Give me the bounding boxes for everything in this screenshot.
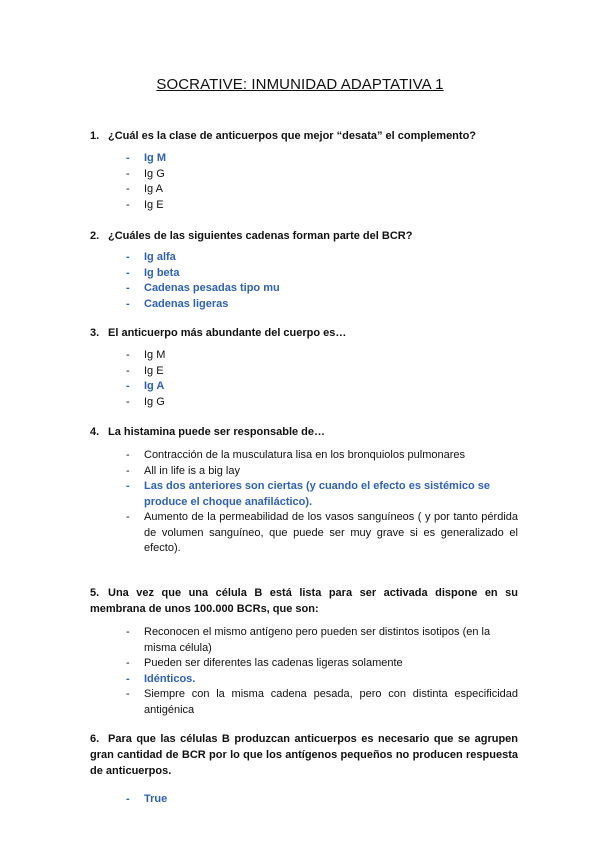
question-text: ¿Cuál es la clase de anticuerpos que mejor “desata” el complemento? [108,130,477,142]
options-list-6 [126,792,518,808]
bullet-dash-icon: - [126,266,130,279]
bullet-dash-icon: - [126,297,130,310]
question-text: ¿Cuáles de las siguientes cadenas forman parte del BCR? [108,230,413,242]
option: - Cadenas pesadas tipo mu [126,281,518,297]
options-list-5 [126,625,518,718]
options-list-3 [126,348,518,410]
question-4 [90,424,518,440]
bullet-dash-icon: - [126,688,130,700]
bullet-dash-icon: - [126,349,130,361]
bullet-dash-icon: - [126,511,130,523]
options-list-1 [126,151,518,213]
option: - Ig M [126,348,518,364]
bullet-dash-icon: - [126,282,130,294]
option: - Ig G [126,167,518,183]
option: - Ig beta [126,266,518,282]
option: - Siempre con la misma cadena pesada, pero con distinta especificidad antigénica [126,688,518,716]
option: - Ig alfa [126,250,518,266]
question-text: La histamina puede ser responsable de… [108,426,326,438]
option: - Cadenas ligeras [126,297,518,313]
question-text: Una vez que una célula B está lista para ser activada dispone en su membrana de unos 100.000 BCRs, que son: [90,587,518,615]
question-3 [90,325,518,341]
question-1 [90,128,518,144]
option: - True [126,792,518,808]
question-text: Para que las células B produzcan anticuerpos es necesario que se agrupen gran cantidad de BCR por lo que los antígenos pequeños no producen respuesta de anticuerpos. [90,733,518,777]
options-list-4 [126,448,518,557]
option: - Las dos anteriores son ciertas (y cuando el efecto es sistémico se produce el choque anafiláctico). [126,480,491,508]
question-number: 1. [90,130,100,142]
bullet-dash-icon: - [126,672,130,685]
option: - All in life is a big lay [126,464,518,480]
question-2 [90,228,518,244]
bullet-dash-icon: - [126,449,130,461]
question-number: 2. [90,230,100,242]
option: - Pueden ser diferentes las cadenas ligeras solamente [126,656,518,672]
question-number: 3. [90,327,100,339]
option: - Contracción de la musculatura lisa en los bronquiolos pulmonares [126,448,518,464]
option: - Ig E [126,198,518,214]
option: - Ig G [126,395,518,411]
option: - Reconocen el mismo antígeno pero pueden ser distintos isotipos (en la misma célula) [126,626,491,654]
bullet-dash-icon: - [126,251,130,263]
option: - Ig E [126,364,518,380]
option: - Idénticos. [126,672,518,688]
bullet-dash-icon: - [126,395,130,408]
question-number: 4. [90,426,100,438]
bullet-dash-icon: - [126,480,130,492]
bullet-dash-icon: - [126,198,130,211]
option: - Ig A [126,182,518,198]
question-5 [90,585,518,617]
question-text: El anticuerpo más abundante del cuerpo es… [108,327,347,339]
bullet-dash-icon: - [126,183,130,195]
bullet-dash-icon: - [126,626,130,638]
option: - Ig M [126,151,518,167]
option: - Ig A [126,379,518,395]
question-number: 6. [90,733,100,745]
bullet-dash-icon: - [126,657,130,669]
option: - Aumento de la permeabilidad de los vasos sanguíneos ( y por tanto pérdida de volumen sanguíneo, que puede ser muy grave si es generalizado el efecto). [126,511,518,554]
bullet-dash-icon: - [126,793,130,805]
bullet-dash-icon: - [126,380,130,392]
question-number: 5. [90,587,100,599]
question-6 [90,731,518,779]
bullet-dash-icon: - [126,167,130,180]
document-title: SOCRATIVE: INMUNIDAD ADAPTATIVA 1 [156,76,444,93]
bullet-dash-icon: - [126,152,130,164]
options-list-2 [126,250,518,312]
bullet-dash-icon: - [126,364,130,377]
bullet-dash-icon: - [126,464,130,477]
